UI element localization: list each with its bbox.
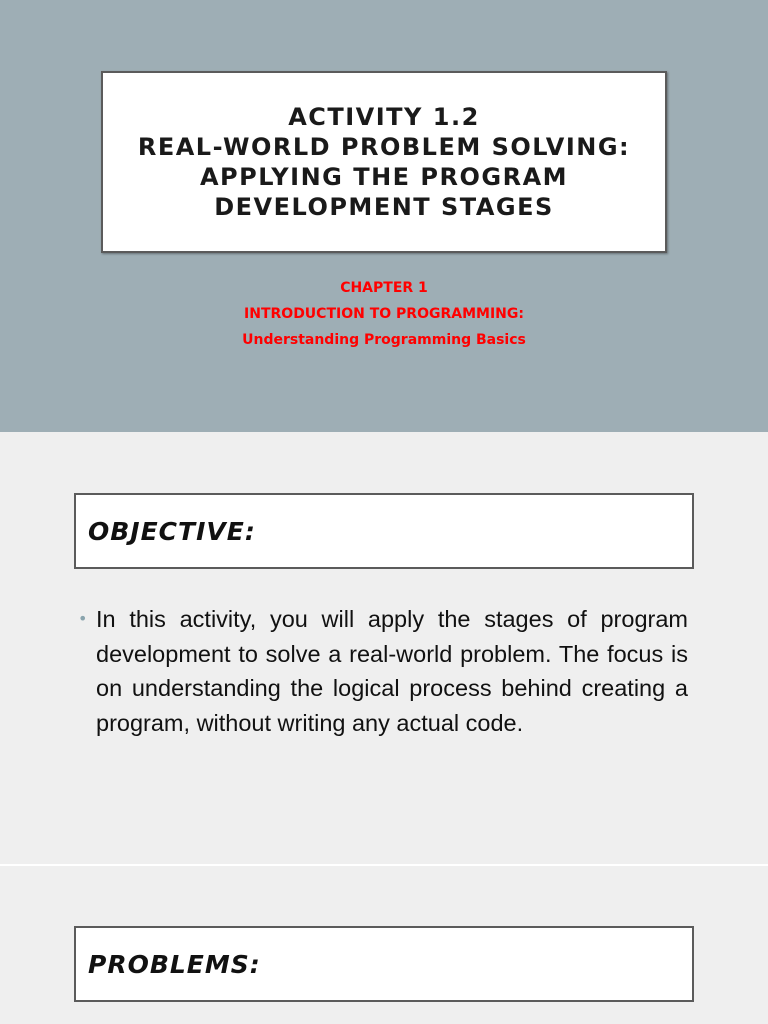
title-box: [101, 71, 667, 253]
objective-slide: [0, 432, 768, 864]
objective-bullet-item: [78, 602, 688, 740]
title-line-activity: ACTIVITY 1.2: [288, 103, 480, 131]
title-slide: [0, 0, 768, 432]
chapter-subtitle: Understanding Programming Basics: [242, 332, 526, 348]
title-line-applying: APPLYING THE PROGRAM: [199, 163, 569, 191]
problems-heading: PROBLEMS:: [88, 949, 261, 979]
subtitle-block: [0, 275, 768, 353]
problems-slide: [0, 866, 768, 1024]
objective-heading: OBJECTIVE:: [88, 516, 256, 546]
chapter-label: CHAPTER 1: [340, 280, 428, 296]
bullet-dot-icon: •: [78, 609, 88, 628]
title-line-problem-solving: REAL-WORLD PROBLEM SOLVING:: [137, 133, 631, 161]
problems-heading-box: [74, 926, 694, 1002]
chapter-title: INTRODUCTION TO PROGRAMMING:: [244, 306, 524, 322]
objective-text: In this activity, you will apply the stages of program development to solve a real-world problem. The focus is on understanding the logical process behind creating a program, without writing any actual code.: [96, 606, 688, 736]
title-line-development: DEVELOPMENT STAGES: [214, 193, 554, 221]
objective-heading-box: [74, 493, 694, 569]
